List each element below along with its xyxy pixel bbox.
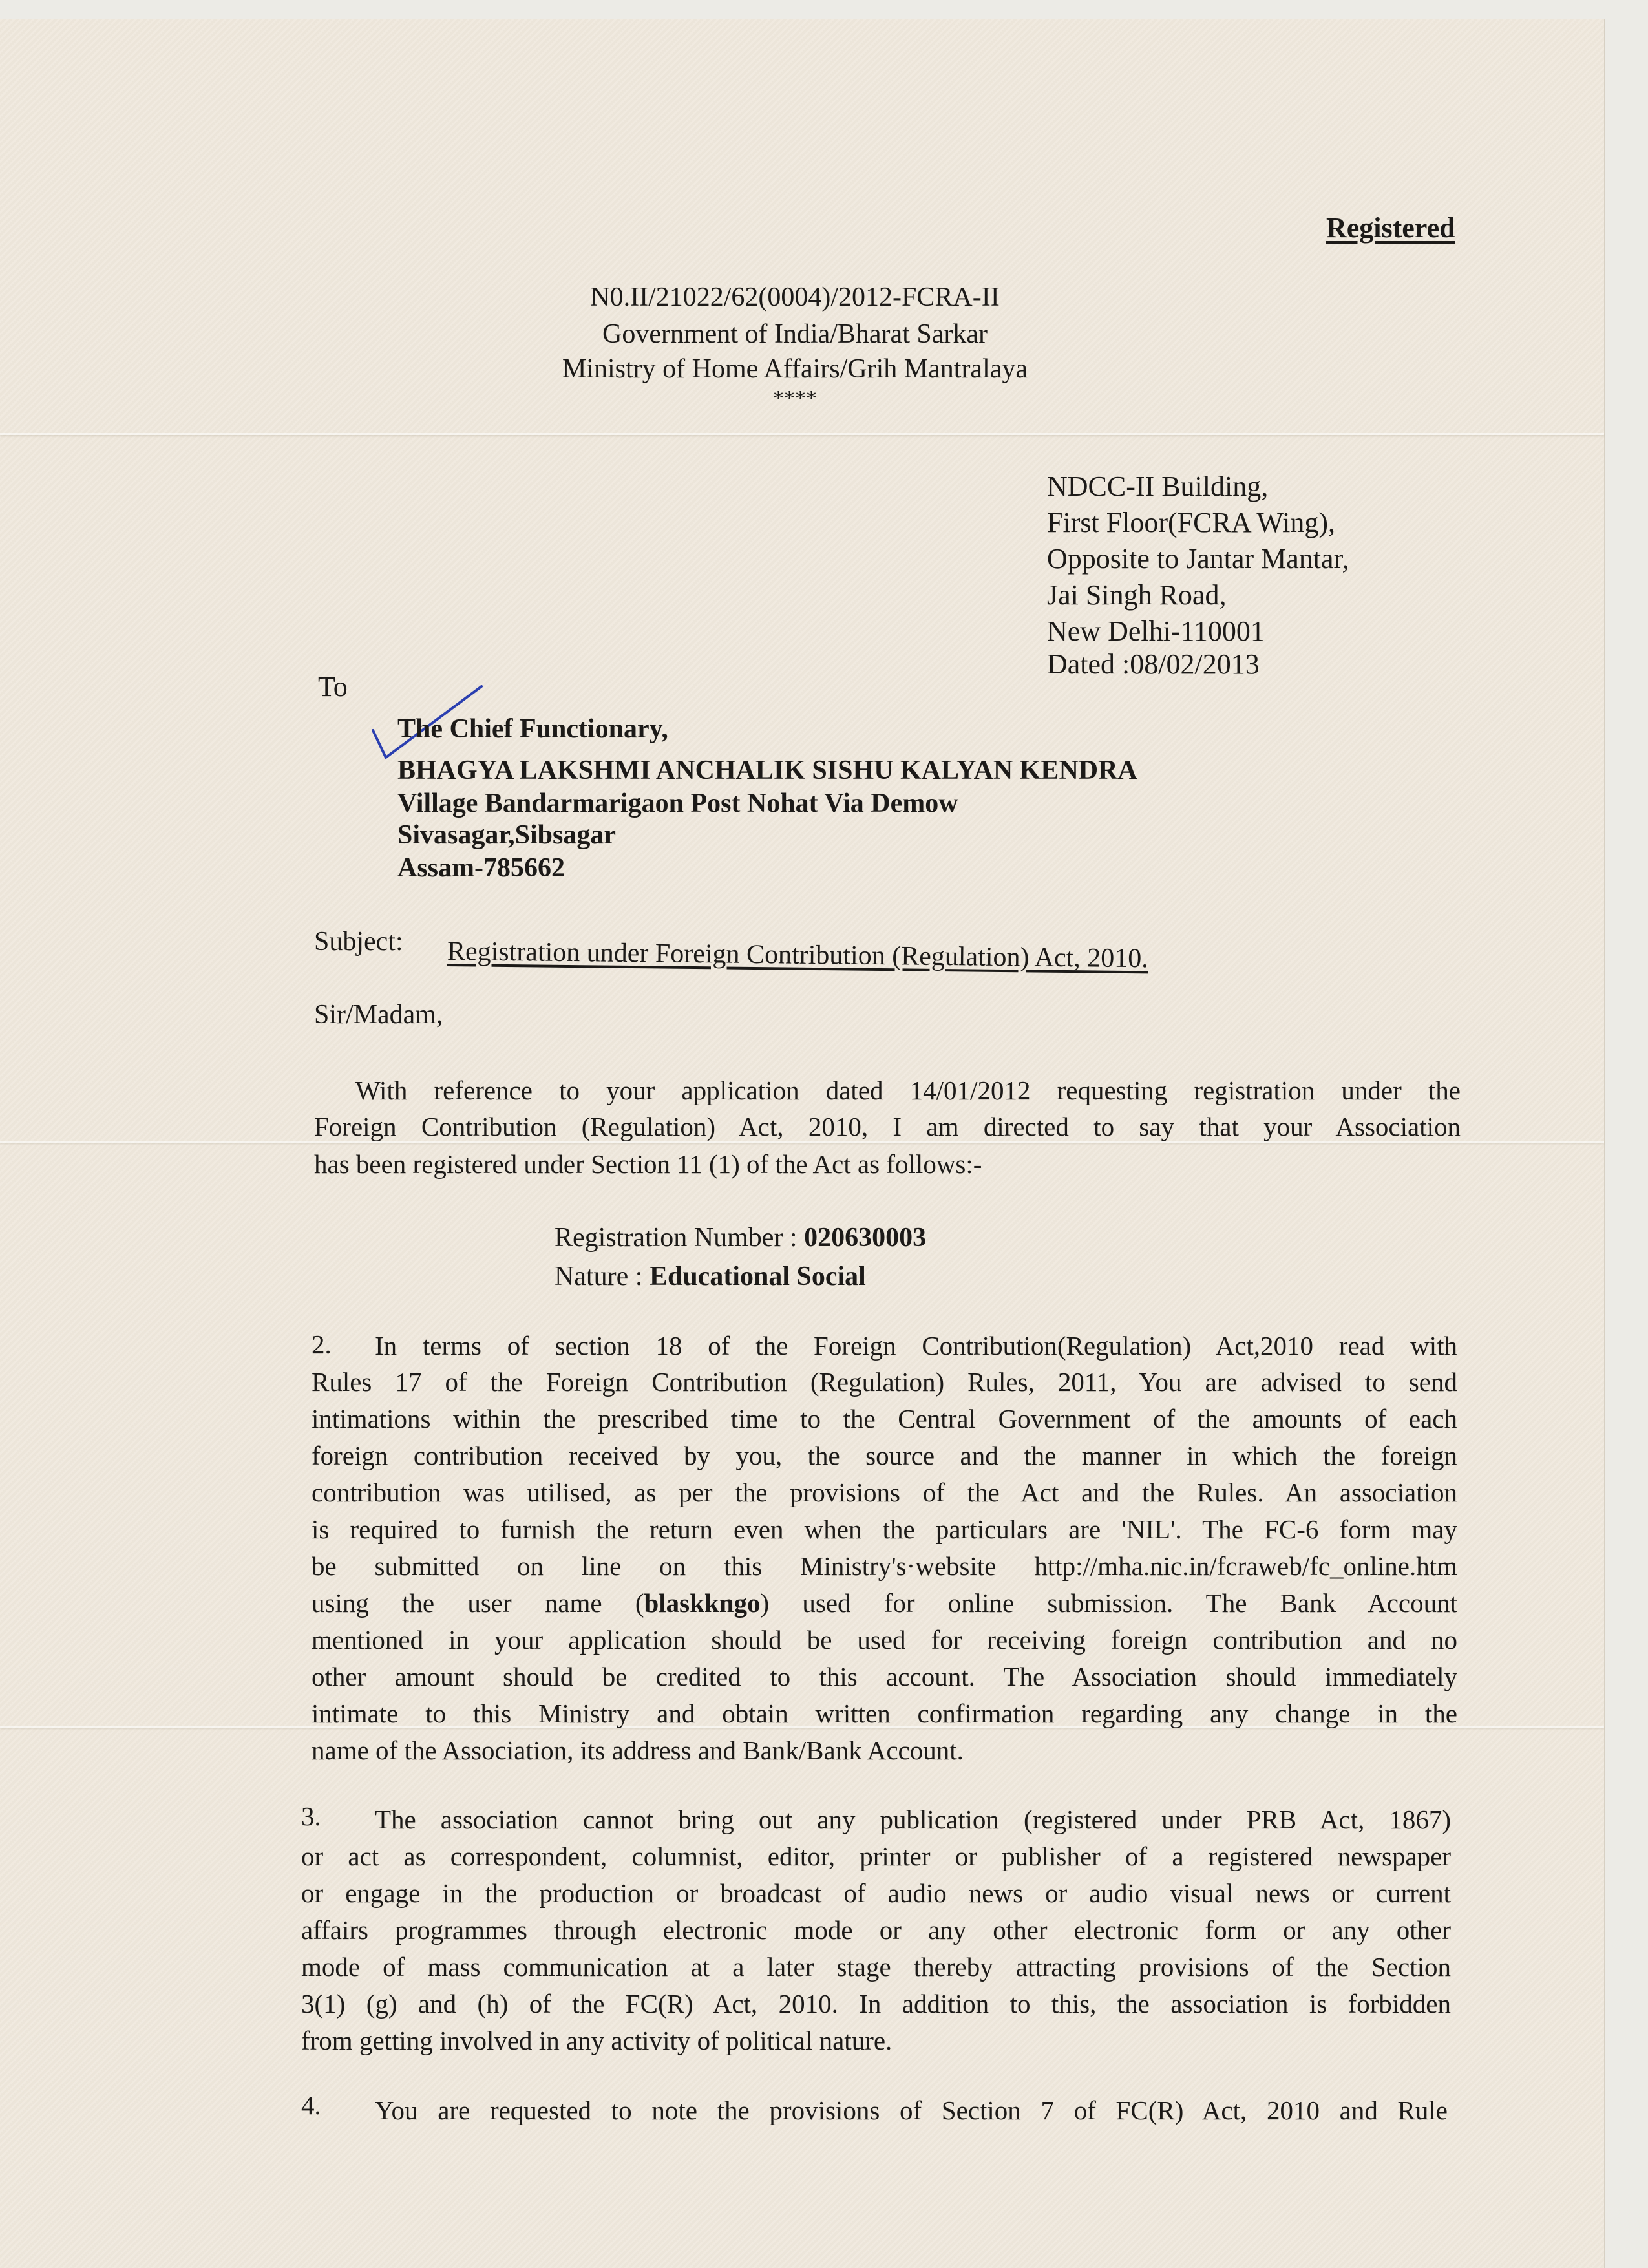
address-line: Jai Singh Road,	[1047, 579, 1227, 611]
paper-fold	[0, 433, 1604, 435]
recipient-address-line: Sivasagar,Sibsagar	[397, 820, 617, 850]
nature-row	[555, 1260, 866, 1293]
para4-text: You are requested to note the provisions of Section 7 of FC(R) Act, 2010 and Rule	[375, 2095, 1448, 2125]
recipient-organization: BHAGYA LAKSHMI ANCHALIK SISHU KALYAN KENDRA	[397, 756, 1137, 785]
para2-line: be submitted on line on this Ministry's·website http://mha.nic.in/fcraweb/fc_online.htm	[312, 1551, 1457, 1581]
address-line: New Delhi-110001	[1047, 615, 1265, 647]
address-line: Opposite to Jantar Mantar,	[1047, 543, 1349, 575]
para3-line: 3(1) (g) and (h) of the FC(R) Act, 2010. In addition to this, the association is forbidden	[301, 1989, 1451, 2019]
intro-line: With reference to your application dated 14/01/2012 requesting registration under the	[355, 1076, 1461, 1105]
registered-label: Registered	[1326, 212, 1455, 244]
intro-line: Foreign Contribution (Regulation) Act, 2010, I am directed to say that your Association	[314, 1112, 1461, 1141]
nature-label: Nature :	[555, 1262, 650, 1291]
para2-text: ) used for online submission. The Bank Account	[760, 1588, 1458, 1618]
subject-text: Registration under Foreign Contribution (Regulation) Act, 2010.	[447, 937, 1149, 974]
subject-label: Subject:	[314, 927, 403, 957]
para2-line: other amount should be credited to this account. The Association should immediately	[312, 1662, 1457, 1691]
to-label: To	[318, 671, 348, 703]
ministry-name: Ministry of Home Affairs/Grih Mantralaya	[562, 354, 1028, 384]
para2-line: name of the Association, its address and Bank/Bank Account.	[312, 1735, 964, 1765]
intro-line: has been registered under Section 11 (1) of the Act as follows:-	[314, 1149, 982, 1179]
para2-number: 2.	[312, 1330, 332, 1359]
recipient-address-line: Village Bandarmarigaon Post Nohat Via Demow	[397, 789, 958, 818]
para2-line: intimations within the prescribed time to the Central Government of the amounts of each	[312, 1404, 1457, 1434]
para3-line: or act as correspondent, columnist, editor, printer or publisher of a registered newspaper	[301, 1841, 1451, 1871]
address-line: NDCC-II Building,	[1047, 471, 1269, 502]
recipient-title: The Chief Functionary,	[397, 714, 668, 744]
para2-line: In terms of section 18 of the Foreign Contribution(Regulation) Act,2010 read with	[375, 1331, 1457, 1361]
online-user-name: blaskkngo	[644, 1588, 761, 1618]
para2-line: contribution was utilised, as per the provisions of the Act and the Rules. An association	[312, 1478, 1457, 1507]
para2-line: is required to furnish the return even when the particulars are 'NIL'. The FC-6 form may	[312, 1514, 1457, 1544]
address-line: First Floor(FCRA Wing),	[1047, 507, 1336, 538]
para2-line: Rules 17 of the Foreign Contribution (Regulation) Rules, 2011, You are advised to send	[312, 1367, 1457, 1397]
para3-line: The association cannot bring out any publication (registered under PRB Act, 1867)	[375, 1805, 1451, 1834]
para4-number: 4.	[301, 2090, 321, 2120]
header-separator: ****	[773, 387, 817, 410]
registration-number-row	[555, 1222, 926, 1254]
para3-line: mode of mass communication at a later stage thereby attracting provisions of the Section	[301, 1952, 1451, 1982]
para2-line: foreign contribution received by you, the source and the manner in which the foreign	[312, 1441, 1457, 1470]
para2-line: intimate to this Ministry and obtain written confirmation regarding any change in the	[312, 1699, 1457, 1728]
para3-number: 3.	[301, 1801, 321, 1831]
para2-user-line	[312, 1587, 1457, 1619]
registration-number-value: 020630003	[804, 1223, 927, 1253]
registration-number-label: Registration Number :	[555, 1223, 805, 1253]
nature-value: Educational Social	[649, 1262, 866, 1291]
recipient-address-line: Assam-785662	[397, 853, 565, 883]
para3-line: or engage in the production or broadcast of audio news or audio visual news or current	[301, 1878, 1451, 1908]
file-number: N0.II/21022/62(0004)/2012-FCRA-II	[590, 282, 1000, 312]
letter-date: Dated :08/02/2013	[1047, 648, 1260, 680]
para2-text: using the user name (	[312, 1588, 644, 1618]
salutation: Sir/Madam,	[314, 1000, 443, 1030]
para3-line: from getting involved in any activity of political nature.	[301, 2026, 893, 2055]
para3-line: affairs programmes through electronic mode or any other electronic form or any other	[301, 1915, 1451, 1945]
government-name: Government of India/Bharat Sarkar	[602, 319, 988, 349]
para2-line: mentioned in your application should be used for receiving foreign contribution and no	[312, 1625, 1457, 1655]
